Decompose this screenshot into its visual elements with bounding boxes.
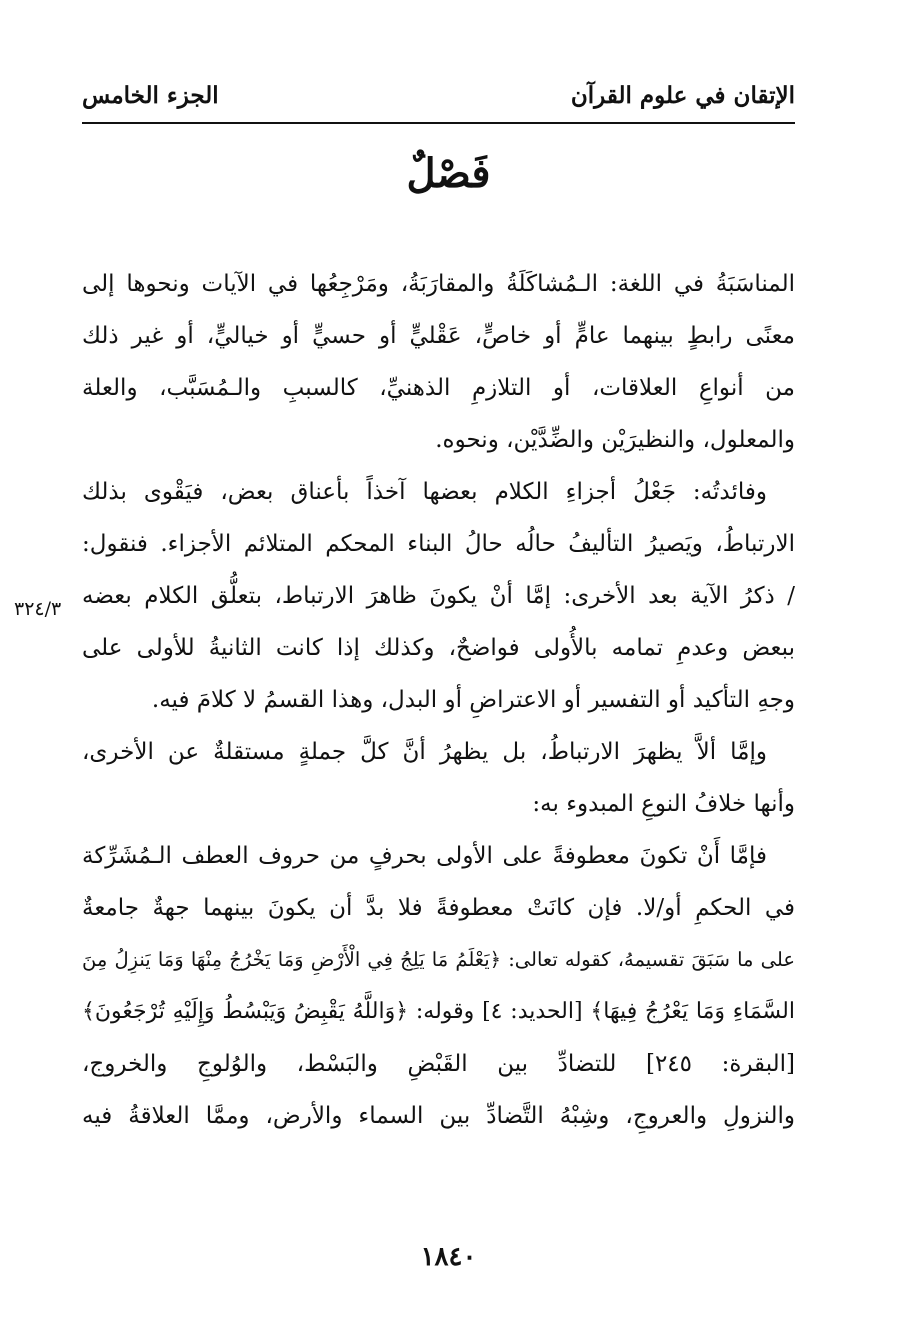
text-line: وأنها خلافُ النوعِ المبدوء به: bbox=[532, 791, 795, 817]
volume-label: الجزء الخامس bbox=[82, 82, 219, 109]
header-rule bbox=[82, 122, 795, 124]
body-text bbox=[82, 258, 795, 1142]
text-line: السَّمَاءِ وَمَا يَعْرُجُ فِيهَا﴾ [الحديد: ٤] وقوله: ﴿وَاللَّهُ يَقْبِضُ وَيَبْسُطُ وَإِلَيْهِ تُرْجَعُونَ﴾ bbox=[82, 999, 795, 1024]
text-line: المناسَبَةُ في اللغة: الـمُشاكَلَةُ والمقارَبَةُ، ومَرْجِعُها في الآيات ونحوها إلى bbox=[82, 271, 795, 297]
text-line: في الحكمِ أو/لا. فإن كانَتْ معطوفةً فلا بدَّ أن يكونَ بينهما جهةٌ جامعةٌ bbox=[82, 895, 795, 921]
text-line: والنزولِ والعروجِ، وشِبْهُ التَّضادِّ بين السماء والأرض، وممَّا العلاقةُ فيه bbox=[82, 1103, 795, 1129]
text-line: / ذكرُ الآية بعد الأخرى: إمَّا أنْ يكونَ ظاهرَ الارتباط، بتعلُّق الكلام بعضه bbox=[82, 583, 795, 609]
text-line: ببعض وعدمِ تمامه بالأُولى فواضحٌ، وكذلك إذا كانت الثانيةُ للأولى على bbox=[82, 635, 795, 661]
page-number: ١٨٤٠ bbox=[420, 1242, 477, 1272]
text-line: وجهِ التأكيد أو التفسير أو الاعتراضِ أو البدل، وهذا القسمُ لا كلامَ فيه. bbox=[151, 687, 795, 713]
running-header bbox=[82, 82, 795, 116]
text-line: والمعلول، والنظيرَيْن والضِّدَّيْن، ونحوه. bbox=[435, 427, 795, 453]
text-line: معنًى رابطٍ بينهما عامٍّ أو خاصٍّ، عَقْليٍّ أو حسيٍّ أو خياليٍّ، أو غير ذلك bbox=[82, 323, 795, 349]
text-line: من أنواعِ العلاقات، أو التلازمِ الذهنيِّ، كالسببِ والـمُسَبَّب، والعلة bbox=[82, 375, 795, 401]
book-title: الإتقان في علوم القرآن bbox=[570, 82, 795, 109]
section-title: فَصْلٌ bbox=[406, 150, 491, 197]
text-line: فإمَّا أَنْ تكونَ معطوفةً على الأولى بحرفٍ من حروف العطف الـمُشَرِّكة bbox=[82, 843, 767, 869]
margin-reference: ٣٢٤/٣ bbox=[14, 598, 62, 620]
text-line: وفائدتُه: جَعْلُ أجزاءِ الكلام بعضها آخذاً بأعناق بعض، فيَقْوى بذلك bbox=[82, 479, 767, 505]
text-line: على ما سَبَقَ تقسيمهُ، كقوله تعالى: ﴿يَعْلَمُ مَا يَلِجُ فِي الْأَرْضِ وَمَا يَخْرُجُ مِنْهَا وَمَا يَنزِلُ مِنَ bbox=[82, 948, 795, 971]
text-line: [البقرة: ٢٤٥] للتضادِّ بين القَبْضِ والبَسْط، والوُلوجِ والخروج، bbox=[82, 1051, 796, 1077]
text-line: وإمَّا ألاَّ يظهرَ الارتباطُ، بل يظهرُ أنَّ كلَّ جملةٍ مستقلةٌ عن الأخرى، bbox=[82, 739, 767, 765]
text-line: الارتباطُ، ويَصيرُ التأليفُ حالُه حالُ البناء المحكم المتلائم الأجزاء. فنقول: bbox=[82, 531, 795, 557]
